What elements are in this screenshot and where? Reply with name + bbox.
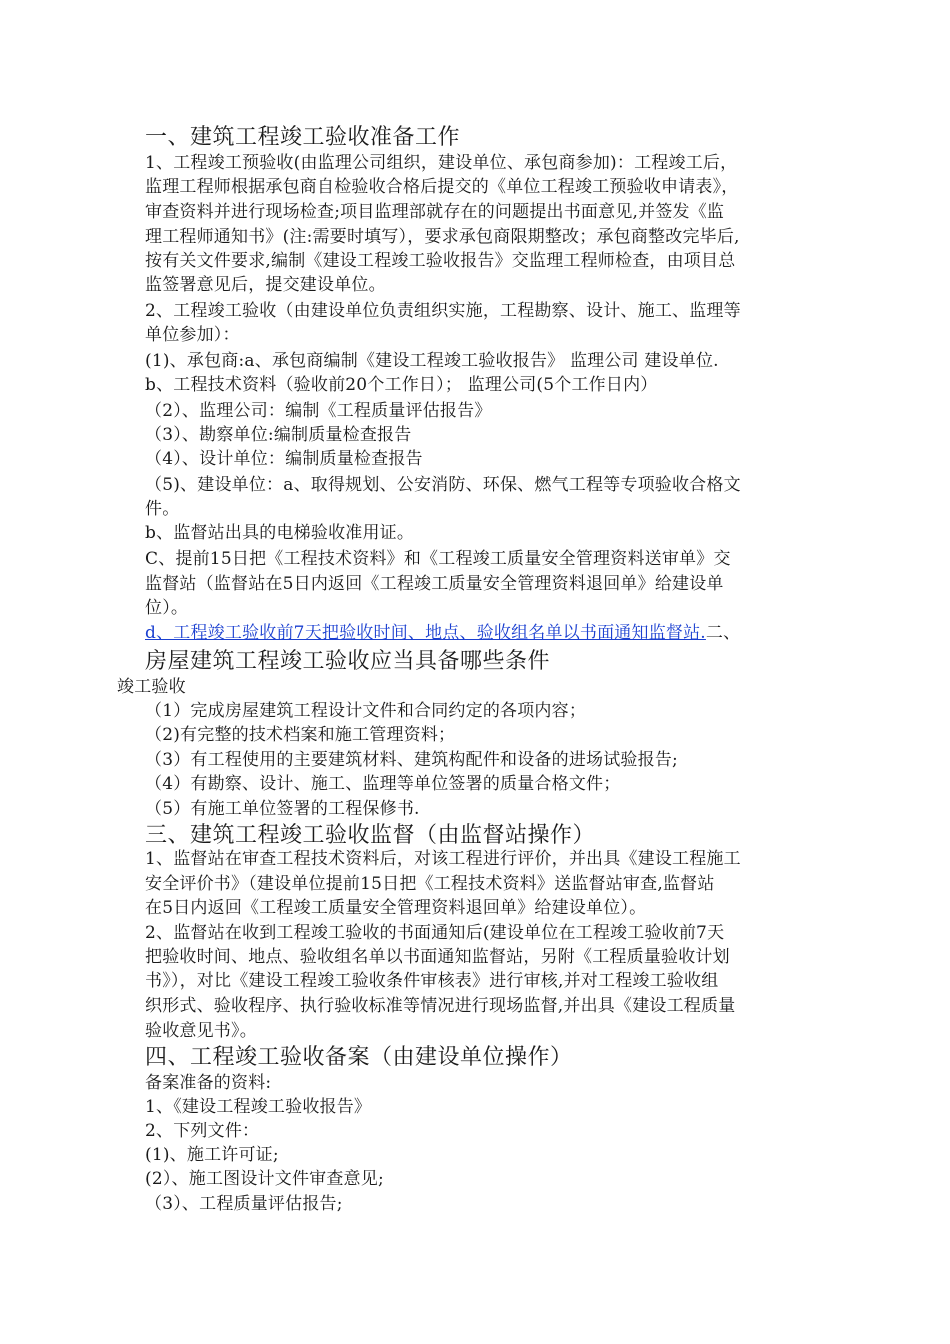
paragraph-line: 安全评价书》（建设单位提前15日把《工程技术资料》送监督站审查,监督站 (145, 874, 715, 894)
paragraph-line: 审查资料并进行现场检查;项目监理部就存在的问题提出书面意见,并签发《监 (145, 202, 725, 222)
paragraph-line: 2、下列文件： (145, 1121, 260, 1141)
paragraph-line: 监理工程师根据承包商自检验收合格后提交的《单位工程竣工预验收申请表》， (145, 177, 739, 197)
paragraph-line: （3）、工程质量评估报告; (145, 1194, 343, 1214)
paragraph-line-with-link[interactable] (145, 622, 740, 644)
paragraph-line: （1）完成房屋建筑工程设计文件和合同约定的各项内容； (145, 701, 587, 721)
paragraph-line: 验收意见书》。 (145, 1021, 257, 1041)
section-heading: 一、建筑工程竣工验收准备工作 (145, 125, 461, 150)
paragraph-line: C、提前15日把《工程技术资料》和《工程竣工质量安全管理资料送审单》交 (145, 549, 731, 569)
paragraph-line: 按有关文件要求,编制《建设工程竣工验收报告》交监理工程师检查，由项目总 (145, 251, 736, 271)
paragraph-line: 书》），对比《建设工程竣工验收条件审核表》进行审核,并对工程竣工验收组 (145, 971, 719, 991)
paragraph-line: （3）、勘察单位:编制质量检查报告 (145, 425, 412, 445)
paragraph-line: （2)有完整的技术档案和施工管理资料； (145, 725, 456, 745)
section-heading: 四、工程竣工验收备案（由建设单位操作） (145, 1045, 573, 1070)
paragraph-line: 1、监督站在审查工程技术资料后，对该工程进行评价，并出具《建设工程施工 (145, 849, 741, 869)
paragraph-line: b、监督站出具的电梯验收准用证。 (145, 523, 415, 543)
paragraph-line: （5）有施工单位签署的工程保修书. (145, 799, 420, 819)
paragraph-line: 竣工验收 (117, 677, 186, 697)
paragraph-line: 备案准备的资料: (145, 1073, 272, 1093)
paragraph-line: 把验收时间、地点、验收组名单以书面通知监督站，另附《工程质量验收计划 (145, 947, 730, 967)
paragraph-line: 位）。 (145, 598, 189, 618)
paragraph-line: 在5日内返回《工程竣工质量安全管理资料退回单》给建设单位）。 (145, 898, 647, 918)
paragraph-line: 织形式、验收程序、执行验收标准等情况进行现场监督,并出具《建设工程质量 (145, 996, 736, 1016)
paragraph-line: (2）、施工图设计文件审查意见; (145, 1169, 384, 1189)
paragraph-line: （4）有勘察、设计、施工、监理等单位签署的质量合格文件； (145, 774, 621, 794)
paragraph-line: 件。 (145, 499, 180, 519)
paragraph-line: 1、《建设工程竣工验收报告》 (145, 1097, 372, 1117)
paragraph-line: 2、监督站在收到工程竣工验收的书面通知后(建设单位在工程竣工验收前7天 (145, 923, 725, 943)
paragraph-line: 1、工程竣工预验收(由监理公司组织，建设单位、承包商参加)：工程竣工后， (145, 153, 738, 173)
paragraph-line: 理工程师通知书》(注:需要时填写），要求承包商限期整改；承包商整改完毕后, (145, 227, 740, 247)
paragraph-line: （3）有工程使用的主要建筑材料、建筑构配件和设备的进场试验报告; (145, 750, 678, 770)
paragraph-line: （2）、监理公司：编制《工程质量评估报告》 (145, 401, 492, 421)
paragraph-line: 2、工程竣工验收（由建设单位负责组织实施，工程勘察、设计、施工、监理等 (145, 301, 741, 321)
paragraph-line: (1)、施工许可证; (145, 1145, 279, 1165)
paragraph-line: (1)、承包商:a、承包商编制《建设工程竣工验收报告》 监理公司 建设单位. (145, 351, 719, 371)
paragraph-line: （5)、建设单位：a、取得规划、公安消防、环保、燃气工程等专项验收合格文 (145, 475, 741, 495)
paragraph-line: 监签署意见后，提交建设单位。 (145, 275, 386, 295)
notice-link[interactable]: d、工程竣工验收前7天把验收时间、地点、验收组名单以书面通知监督站. (145, 623, 706, 643)
section-heading: 三、建筑工程竣工验收监督（由监督站操作） (145, 823, 596, 848)
paragraph-line: b、工程技术资料（验收前20个工作日）； 监理公司(5个工作日内） (145, 375, 658, 395)
paragraph-line: 监督站（监督站在5日内返回《工程竣工质量安全管理资料退回单》给建设单 (145, 574, 724, 594)
section-heading: 房屋建筑工程竣工验收应当具备哪些条件 (145, 649, 551, 674)
heading-number-fragment: 二、 (705, 623, 741, 643)
paragraph-line: 单位参加）： (145, 325, 240, 345)
paragraph-line: （4）、设计单位：编制质量检查报告 (145, 449, 423, 469)
